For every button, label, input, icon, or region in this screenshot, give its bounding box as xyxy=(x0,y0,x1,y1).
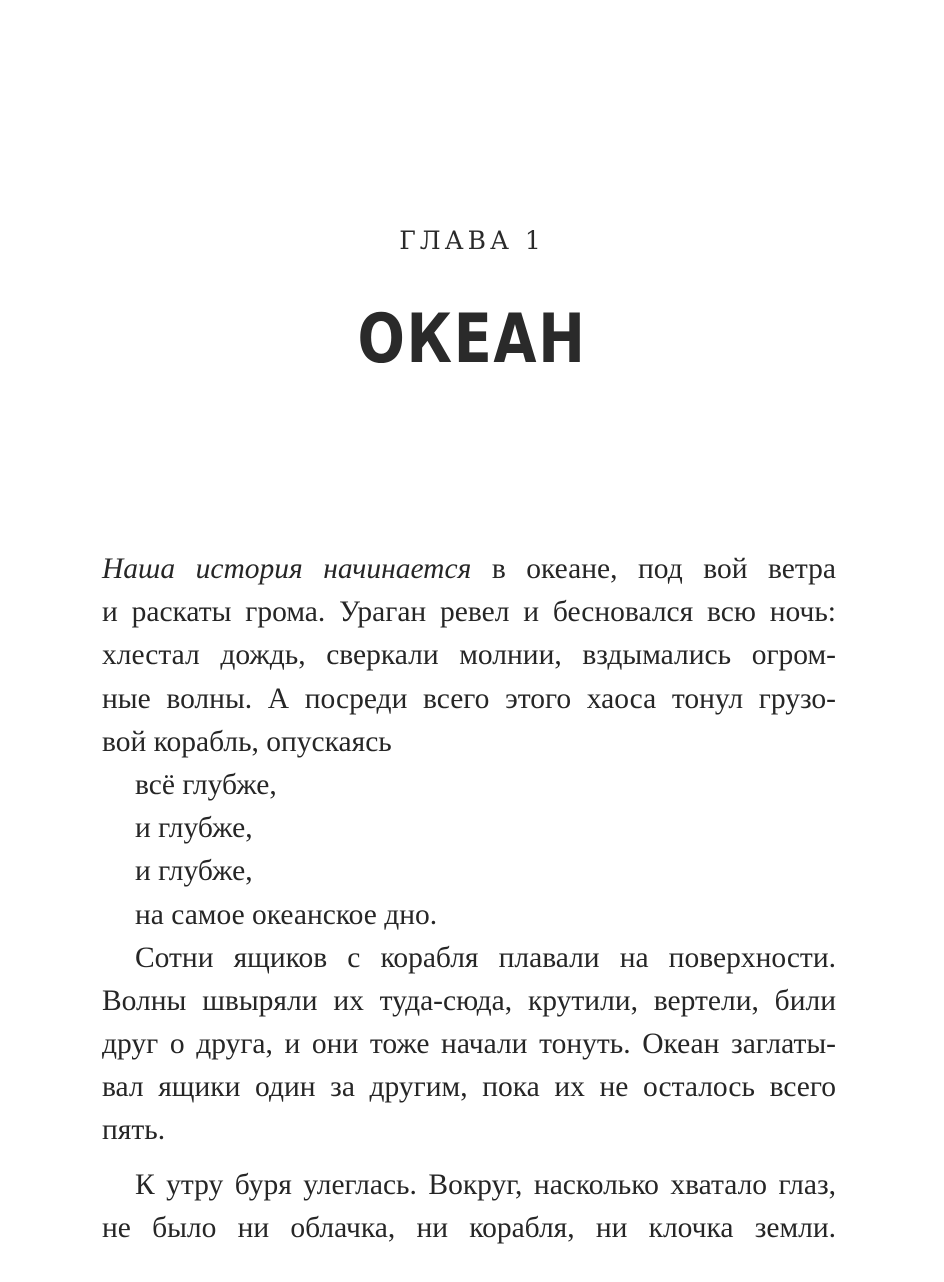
text-line: и раскаты грома. Ураган ревел и бесновался всю ночь: xyxy=(102,596,836,629)
italic-phrase: Наша история начинается xyxy=(102,553,472,585)
verse-line: всё глубже, xyxy=(135,768,277,801)
text-line: вой корабль, опускаясь xyxy=(102,725,392,758)
text-line: Волны швыряли их туда-сюда, крутили, вертели, били xyxy=(102,984,836,1017)
verse-line: и глубже, xyxy=(135,855,253,888)
text-line: не было ни облачка, ни корабля, ни клочка земли. xyxy=(102,1211,836,1244)
text-line: хлестал дождь, сверкали молнии, вздымались огром- xyxy=(102,639,836,672)
verse-line: на самое океанское дно. xyxy=(135,898,438,931)
verse-line: и глубже, xyxy=(135,812,253,845)
text-line: ные волны. А посреди всего этого хаоса тонул грузо- xyxy=(102,682,836,715)
text-line: К утру буря улеглась. Вокруг, насколько хватало глаз, xyxy=(135,1168,836,1201)
text-line xyxy=(102,548,836,591)
text-line: Сотни ящиков с корабля плавали на поверхности. xyxy=(135,941,836,974)
chapter-title: ОКЕАН xyxy=(357,300,587,379)
text-line: друг о друга, и они тоже начали тонуть. Океан заглаты- xyxy=(102,1028,836,1061)
chapter-body xyxy=(102,548,836,1250)
text-line: пять. xyxy=(102,1114,166,1147)
text-line: вал ящики один за другим, пока их не осталось всего xyxy=(102,1071,836,1104)
chapter-label: ГЛАВА 1 xyxy=(399,226,545,255)
text-fragment: в океане, под вой ветра xyxy=(471,553,836,585)
